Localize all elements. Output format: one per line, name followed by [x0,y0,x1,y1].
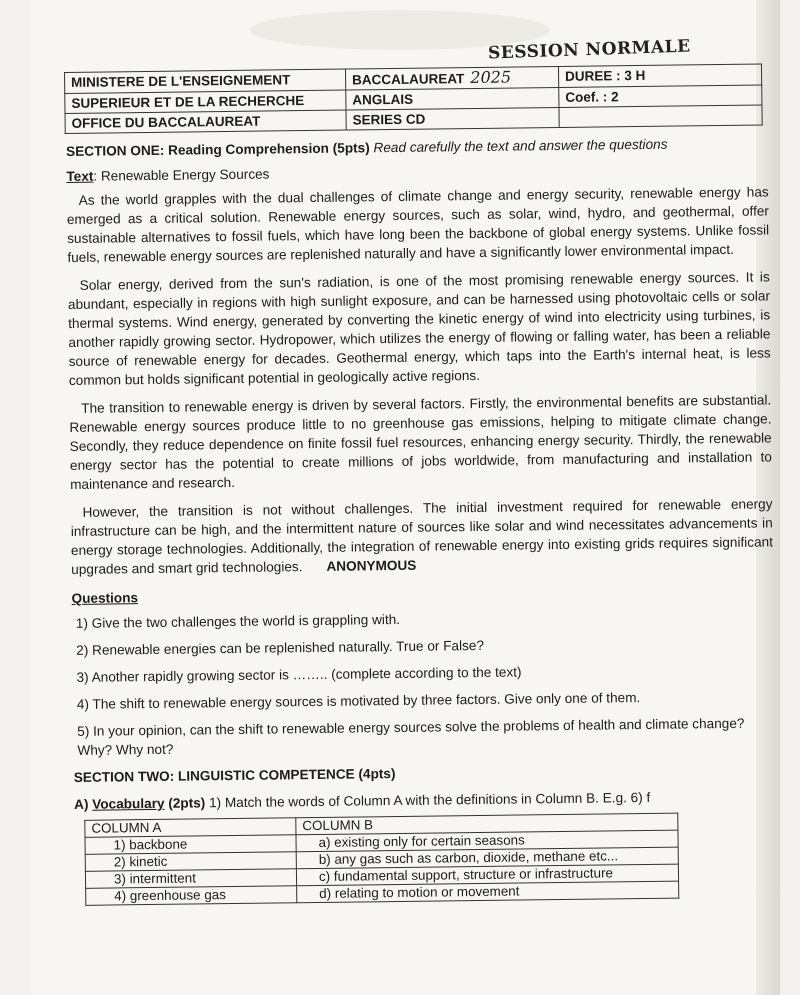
coefficient: Coef. : 2 [559,85,762,107]
questions-heading: Questions [71,590,139,606]
question-item: 1) Give the two challenges the world is grappling with. [75,611,401,631]
exam-header-table [64,63,763,134]
matching-table [84,813,679,906]
vocab-points: (2pts) [164,795,206,811]
question-item: 2) Renewable energies can be replenished naturally. True or False? [76,637,485,658]
empty-cell [559,105,762,127]
paragraph-text: However, the transition is not without challenges. The initial investment required for renewable energy infrastructure can be high, and the intermittent nature of sources like solar and wind necessitates advancements in energy storage technologies. Additionally, the integration of renewable energy into existing grids requires significant upgrades and smart grid technologies. [70,496,774,577]
exam-year: 2025 [470,67,512,88]
vocab-instruction: 1) Match the words of Column A with the definitions in Column B. E.g. 6) f [205,789,651,811]
exam-body [66,133,777,906]
column-a-cell: 4) greenhouse gas [86,886,297,906]
column-a-cell: 2) kinetic [85,852,296,872]
ministry-line-2: SUPERIEUR ET DE LA RECHERCHE [65,90,346,113]
ministry-line-1: MINISTERE DE L'ENSEIGNEMENT [65,69,346,93]
subject: ANGLAIS [346,87,559,110]
paragraph: Solar energy, derived from the sun's radiation, is one of the most promising renewable energy sources. It is abundant, especially in regions with high sunlight exposure, and can be harnessed using photovoltaic cells or solar thermal systems. Wind energy, generated by converting the kinetic energy of wind into electricity using turbines, is another rapidly growing sector. Hydropower, which utilizes the energy of flowing or falling water, has been a reliable source of renewable energy for decades. Geothermal energy, which taps into the Earth's internal heat, is less common but holds significant potential in geologically active regions. [67,269,771,388]
column-b-cell: c) fundamental support, structure or infrastructure [296,864,678,886]
text-label: Text [66,168,94,184]
series: SERIES CD [346,107,559,130]
column-b-cell: d) relating to motion or movement [297,881,679,903]
ministry-line-3: OFFICE DU BACCALAUREAT [65,110,346,133]
author: ANONYMOUS [326,557,417,574]
paragraph: The transition to renewable energy is driven by several factors. Firstly, the environmental benefits are substantial. Renewable energy sources produce little to no greenhouse gas emissions, helping to mitigate climate change. Secondly, they reduce dependence on finite fossil fuel resources, enhancing energy security. Thirdly, the renewable energy sector has the potential to create millions of jobs worldwide, from manufacturing and installation to maintenance and research. [69,392,772,492]
section-one-title: SECTION ONE: Reading Comprehension (5pts) [66,140,370,159]
question-item: 3) Another rapidly growing sector is …….. (complete according to the text) [76,664,522,685]
session-stamp: SESSION NORMALE [487,36,691,64]
column-a-cell: 1) backbone [85,835,296,855]
column-b-cell: b) any gas such as carbon, dioxide, methane etc... [296,847,678,869]
section-one-instruction: Read carefully the text and answer the questions [373,136,668,156]
exam-cell [345,66,558,90]
column-b-cell: a) existing only for certain seasons [296,830,678,852]
exam-name: BACCALAUREAT [352,71,465,88]
column-b-header: COLUMN B [296,813,678,835]
column-a-header: COLUMN A [85,818,296,838]
section-two-title: SECTION TWO: LINGUISTIC COMPETENCE (4pts) [73,766,396,785]
text-title: : Renewable Energy Sources [93,166,270,184]
paragraph: As the world grapples with the dual challenges of climate change and energy security, renewable energy has emerged as a critical solution. Renewable energy sources, such as solar, wind, hydro, and geothermal, offer sustainable alternatives to fossil fuels, which have long been the backbone of global energy systems. Unlike fossil fuels, renewable energy sources are replenished naturally and have a significantly lower environmental impact. [66,184,770,265]
text-heading [66,158,768,186]
paragraph-last [70,494,773,579]
vocabulary-instruction [74,786,776,814]
column-a-cell: 3) intermittent [85,869,296,889]
question-item: 4) The shift to renewable energy sources is motivated by three factors. Give only one of them. [76,690,641,712]
vocab-prefix: A) [74,796,93,812]
question-item: 5) In your opinion, can the shift to renewable energy sources solve the problems of health and climate change? Why? Why not? [77,715,745,758]
duration: DUREE : 3 H [558,64,761,87]
vocab-label: Vocabulary [92,795,165,812]
